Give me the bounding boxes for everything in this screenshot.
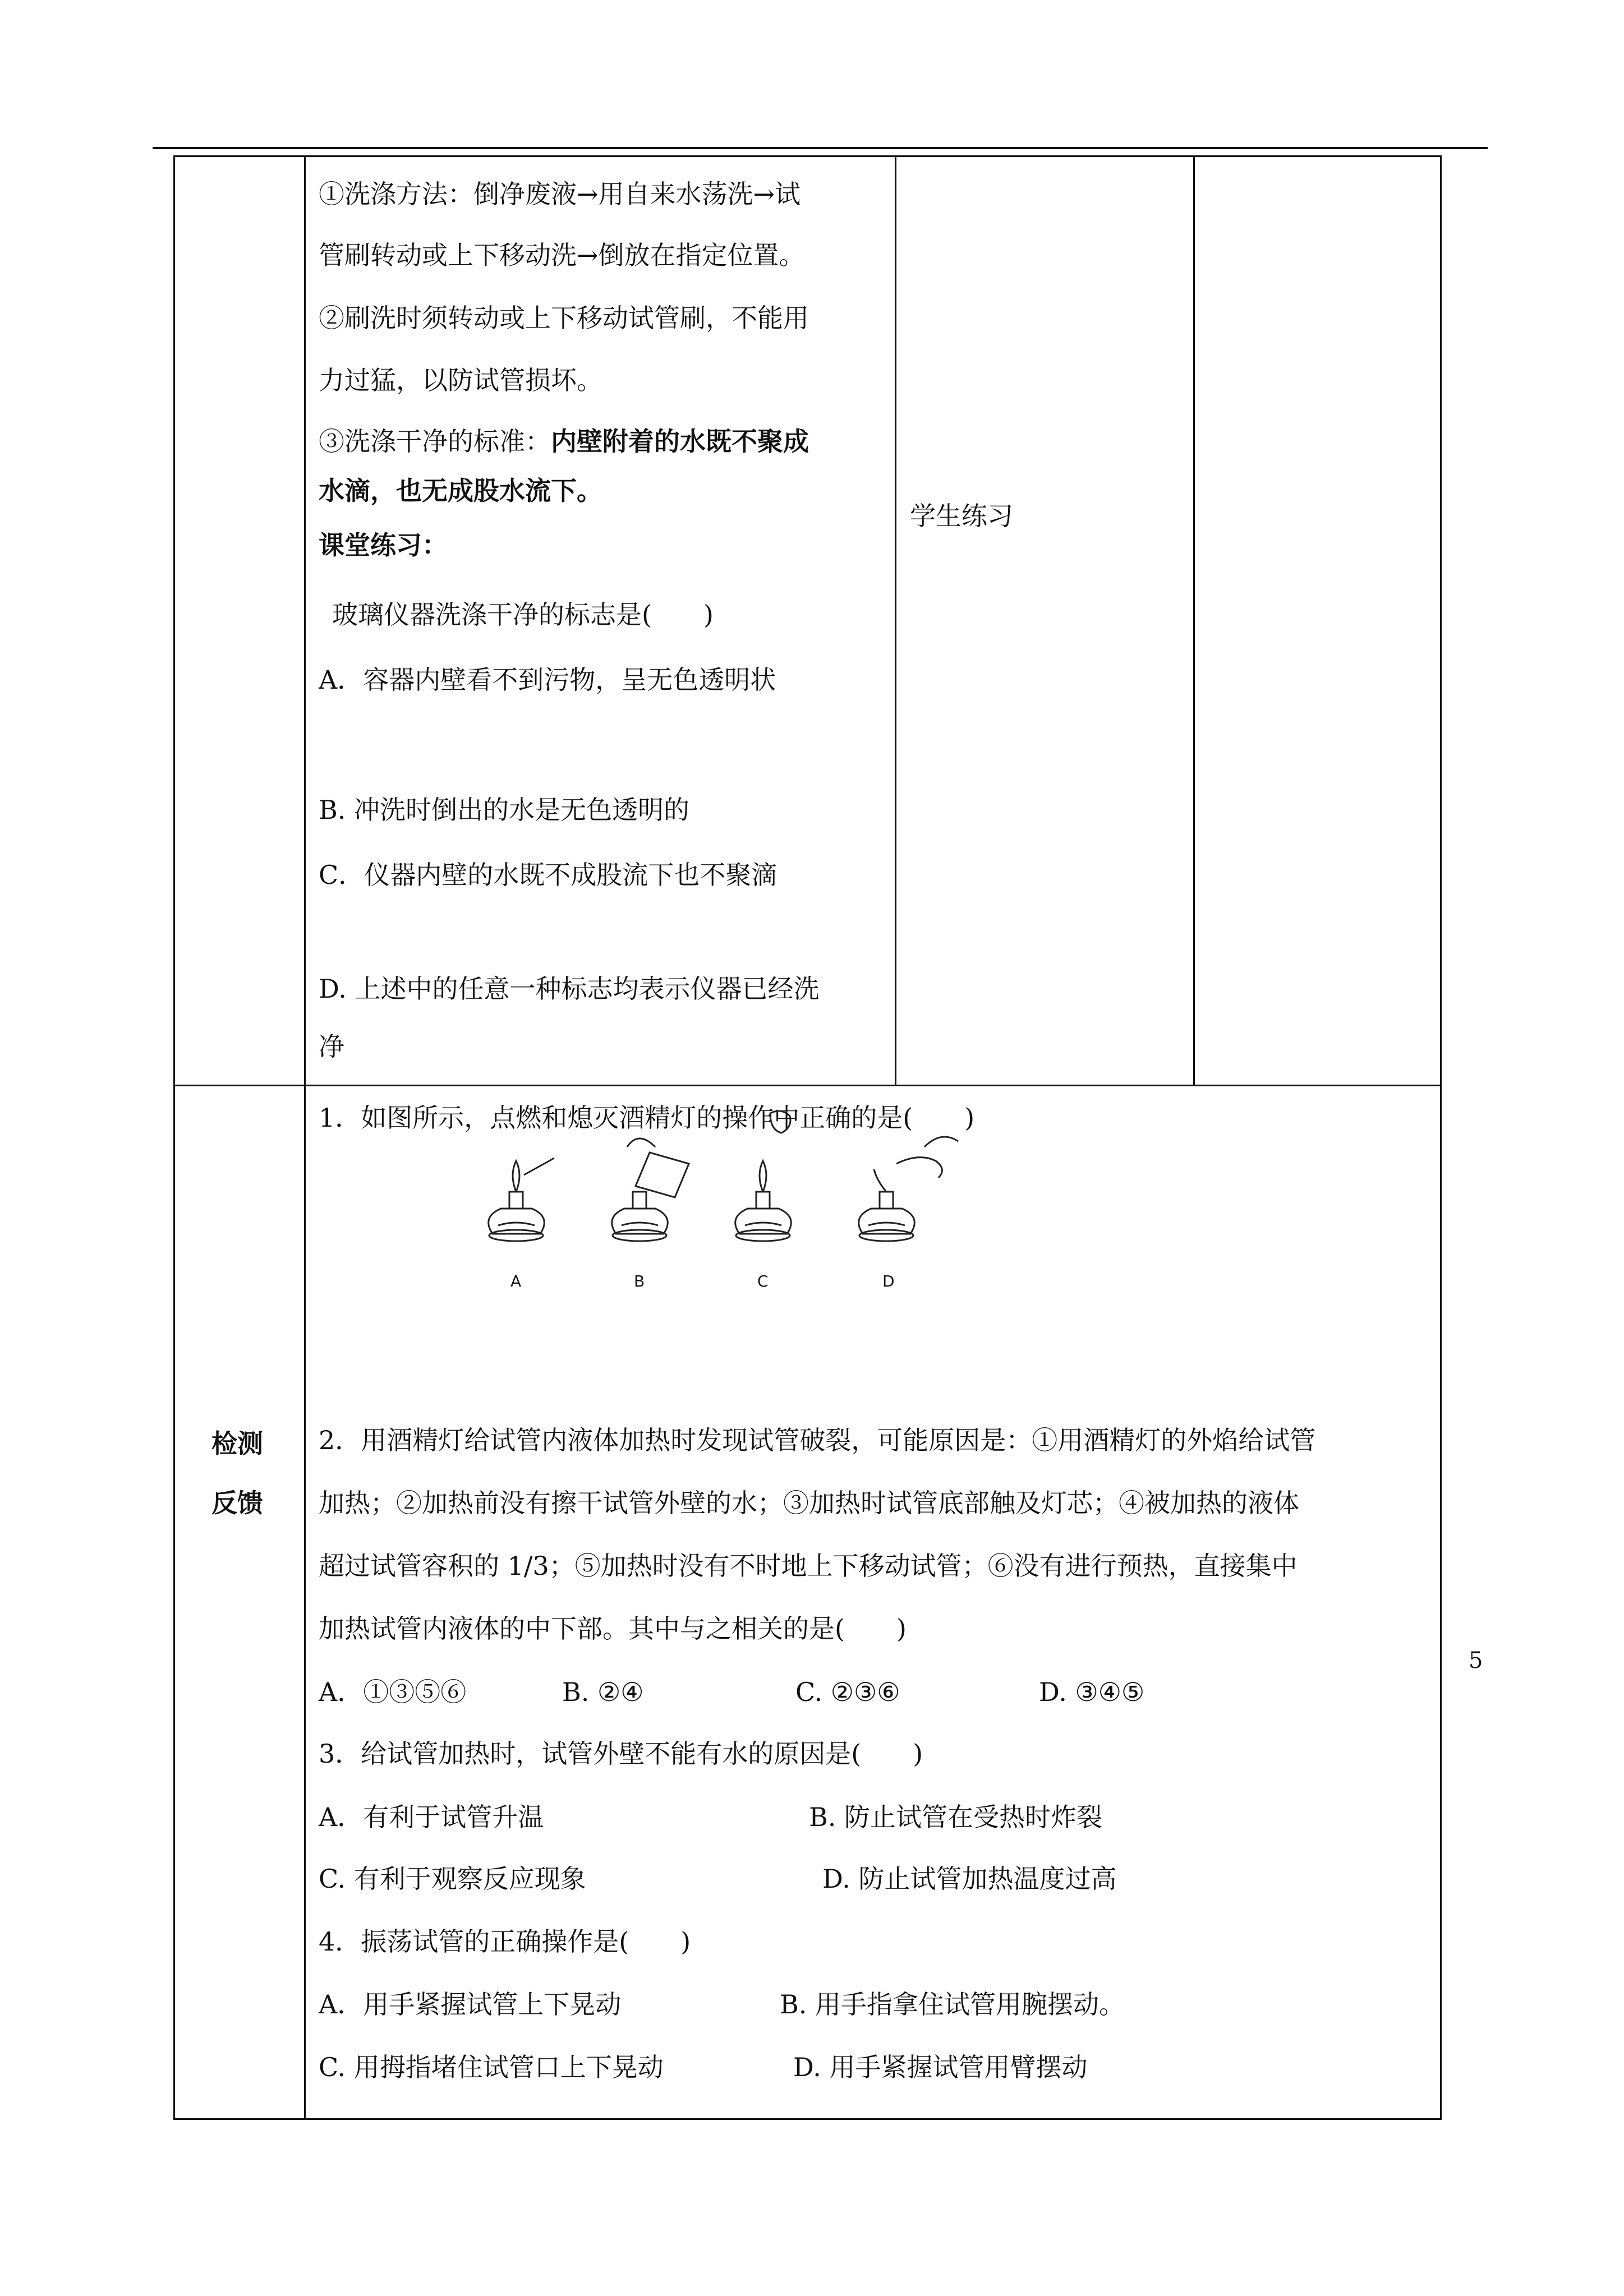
table-top-border bbox=[173, 155, 1441, 157]
table-right-border bbox=[1440, 155, 1442, 2120]
figure-label-b: B bbox=[634, 1272, 645, 1290]
question-2-option-a: A．①③⑤⑥ bbox=[319, 1677, 467, 1707]
question-3-option-b: B. 防止试管在受热时炸裂 bbox=[809, 1802, 1103, 1832]
question-2-line-1: 2．用酒精灯给试管内液体加热时发现试管破裂，可能原因是：①用酒精灯的外焰给试管 bbox=[319, 1425, 1316, 1455]
question-4-option-a: A．用手紧握试管上下晃动 bbox=[319, 1989, 622, 2020]
exercise-question: 玻璃仪器洗涤干净的标志是( ) bbox=[332, 600, 714, 630]
brush-line-1: ②刷洗时须转动或上下移动试管刷，不能用 bbox=[319, 303, 809, 333]
lamp-a-icon bbox=[489, 1158, 554, 1241]
lamp-c-icon bbox=[735, 1161, 792, 1241]
exercise-option-a: A．容器内壁看不到污物，呈无色透明状 bbox=[319, 665, 776, 695]
question-2-option-b: B. ②④ bbox=[562, 1677, 644, 1707]
figure-label-a: A bbox=[510, 1272, 522, 1290]
brush-line-2: 力过猛，以防试管损坏。 bbox=[319, 365, 602, 395]
question-1: 1．如图所示，点燃和熄灭酒精灯的操作中正确的是( ) bbox=[319, 1103, 975, 1133]
column-divider-label bbox=[304, 155, 306, 2120]
standard-line-2: 水滴，也无成股水流下。 bbox=[319, 476, 602, 506]
question-4-option-b: B. 用手指拿住试管用腕摆动。 bbox=[780, 1989, 1125, 2020]
standard-bold-1: 内壁附着的水既不聚成 bbox=[551, 426, 809, 457]
question-2-option-c: C. ②③⑥ bbox=[795, 1677, 900, 1707]
question-4: 4．振荡试管的正确操作是( ) bbox=[319, 1926, 691, 1957]
section-label-line-2: 反馈 bbox=[211, 1488, 263, 1518]
exercise-option-b: B. 冲洗时倒出的水是无色透明的 bbox=[319, 795, 690, 825]
question-4-option-c: C. 用拇指堵住试管口上下晃动 bbox=[319, 2052, 664, 2082]
figure-label-d: D bbox=[882, 1272, 895, 1290]
figure-label-c: C bbox=[757, 1272, 769, 1290]
exercise-heading: 课堂练习： bbox=[319, 530, 448, 560]
table-bottom-border bbox=[173, 2118, 1441, 2120]
wash-method-line-1: ①洗涤方法：倒净废液→用自来水荡洗→试 bbox=[319, 179, 801, 209]
column-divider-activity bbox=[895, 155, 896, 1086]
table-left-border bbox=[173, 155, 175, 2120]
wash-method-line-2: 管刷转动或上下移动洗→倒放在指定位置。 bbox=[319, 240, 805, 270]
activity-label: 学生练习 bbox=[910, 501, 1013, 531]
lamp-b-icon bbox=[612, 1138, 689, 1241]
standard-line-1 bbox=[319, 425, 809, 458]
row-divider bbox=[173, 1085, 1441, 1086]
exercise-option-d-line-2: 净 bbox=[319, 1031, 344, 1062]
page-number: 5 bbox=[1469, 1648, 1483, 1673]
question-2-line-2: 加热；②加热前没有擦干试管外壁的水；③加热时试管底部触及灯芯；④被加热的液体 bbox=[319, 1488, 1299, 1518]
alcohol-lamp-illustration bbox=[470, 1108, 986, 1304]
exercise-option-d-line-1: D. 上述中的任意一种标志均表示仪器已经洗 bbox=[319, 974, 820, 1004]
question-3-option-d: D. 防止试管加热温度过高 bbox=[822, 1864, 1117, 1894]
exercise-option-c: C．仪器内壁的水既不成股流下也不聚滴 bbox=[319, 860, 778, 890]
alcohol-lamp-figure bbox=[470, 1108, 986, 1304]
question-3-option-c: C. 有利于观察反应现象 bbox=[319, 1864, 586, 1894]
question-4-option-d: D. 用手紧握试管用臂摆动 bbox=[793, 2052, 1088, 2082]
question-2-line-3: 超过试管容积的 1/3；⑤加热时没有不时地上下移动试管；⑥没有进行预热，直接集中 bbox=[319, 1551, 1298, 1581]
section-label-line-1: 检测 bbox=[211, 1428, 263, 1459]
question-3-option-a: A．有利于试管升温 bbox=[319, 1802, 544, 1832]
question-2-option-d: D. ③④⑤ bbox=[1039, 1677, 1145, 1707]
lamp-d-icon bbox=[859, 1137, 958, 1241]
header-rule bbox=[153, 147, 1488, 149]
cap-icon bbox=[770, 1111, 790, 1133]
question-3: 3．给试管加热时，试管外壁不能有水的原因是( ) bbox=[319, 1739, 923, 1769]
column-divider-notes bbox=[1193, 155, 1195, 1086]
standard-prefix: ③洗涤干净的标准： bbox=[319, 426, 551, 457]
question-2-line-4: 加热试管内液体的中下部。其中与之相关的是( ) bbox=[319, 1613, 907, 1644]
